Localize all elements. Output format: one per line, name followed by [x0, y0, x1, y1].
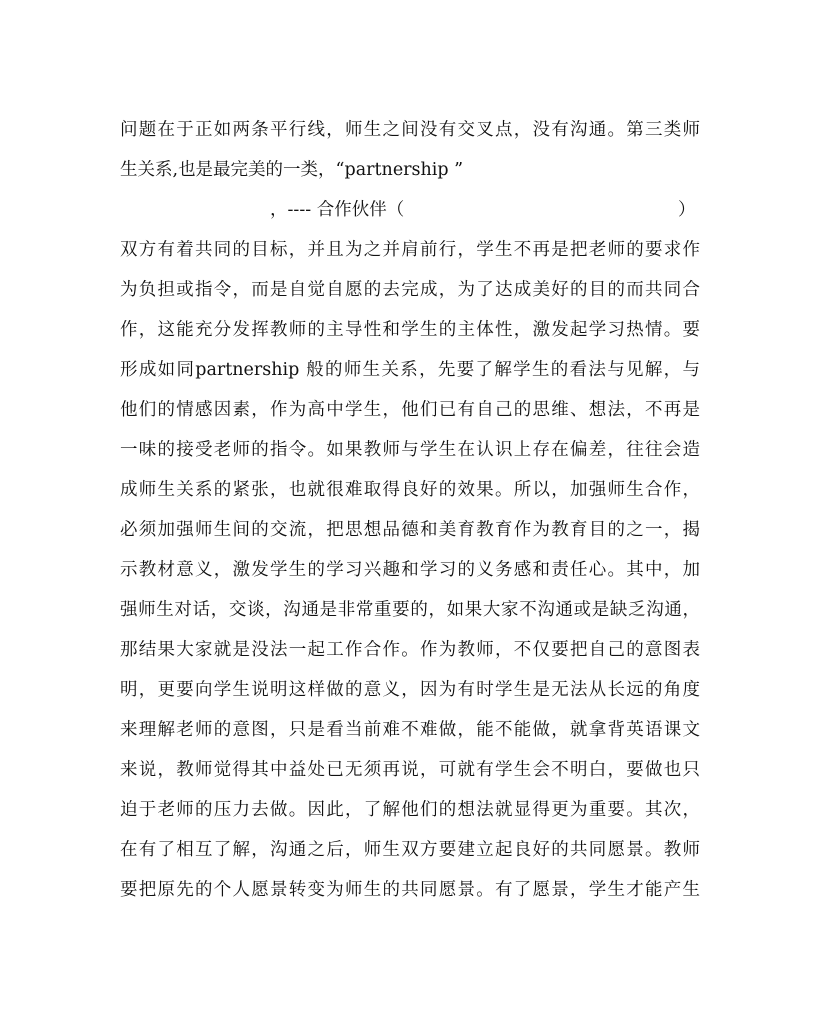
text-line-19: 在有了相互了解，沟通之后，师生双方要建立起良好的共同愿景。教师 — [120, 840, 700, 860]
text-line-15: 明，更要向学生说明这样做的意义，因为有时学生是无法从长远的角度 — [120, 680, 700, 700]
text-line-9: 一味的接受老师的指令。如果教师与学生在认识上存在偏差，往往会造 — [120, 440, 700, 460]
text-line-17: 来说，教师觉得其中益处已无须再说，可就有学生会不明白，要做也只 — [120, 760, 700, 780]
text-line-14: 那结果大家就是没法一起工作合作。作为教师，不仅要把自己的意图表 — [120, 640, 700, 660]
body-text — [120, 110, 700, 910]
text-line-2: 生关系,也是最完美的一类，“partnership ” — [120, 160, 464, 180]
text-line-5: 为负担或指令，而是自觉自愿的去完成，为了达成美好的目的而共同合 — [120, 280, 700, 300]
text-line-4: 双方有着共同的目标，并且为之并肩前行，学生不再是把老师的要求作 — [120, 240, 700, 260]
text-line-6: 作，这能充分发挥教师的主导性和学生的主体性，激发起学习热情。要 — [120, 320, 700, 340]
text-line-11: 必须加强师生间的交流，把思想品德和美育教育作为教育目的之一，揭 — [120, 520, 700, 540]
text-line-16: 来理解老师的意图，只是看当前难不难做，能不能做，就拿背英语课文 — [120, 720, 700, 740]
text-line-3 — [120, 190, 700, 230]
text-line-20: 要把原先的个人愿景转变为师生的共同愿景。有了愿景，学生才能产生 — [120, 880, 700, 900]
text-line-12: 示教材意义，激发学生的学习兴趣和学习的义务感和责任心。其中，加 — [120, 560, 700, 580]
partnership-gloss: ，---- 合作伙伴（ — [270, 200, 405, 220]
text-line-1: 问题在于正如两条平行线，师生之间没有交叉点，没有沟通。第三类师 — [120, 120, 700, 140]
text-line-8: 他们的情感因素，作为高中学生，他们已有自己的思维、想法，不再是 — [120, 400, 700, 420]
text-line-7: 形成如同partnership 般的师生关系，先要了解学生的看法与见解，与 — [120, 360, 700, 380]
text-line-13: 强师生对话，交谈，沟通是非常重要的，如果大家不沟通或是缺乏沟通， — [120, 600, 700, 620]
text-line-18: 迫于老师的压力去做。因此，了解他们的想法就显得更为重要。其次， — [120, 800, 700, 820]
closing-parenthesis: ） — [678, 200, 696, 220]
text-line-10: 成师生关系的紧张，也就很难取得良好的效果。所以，加强师生合作， — [120, 480, 700, 500]
